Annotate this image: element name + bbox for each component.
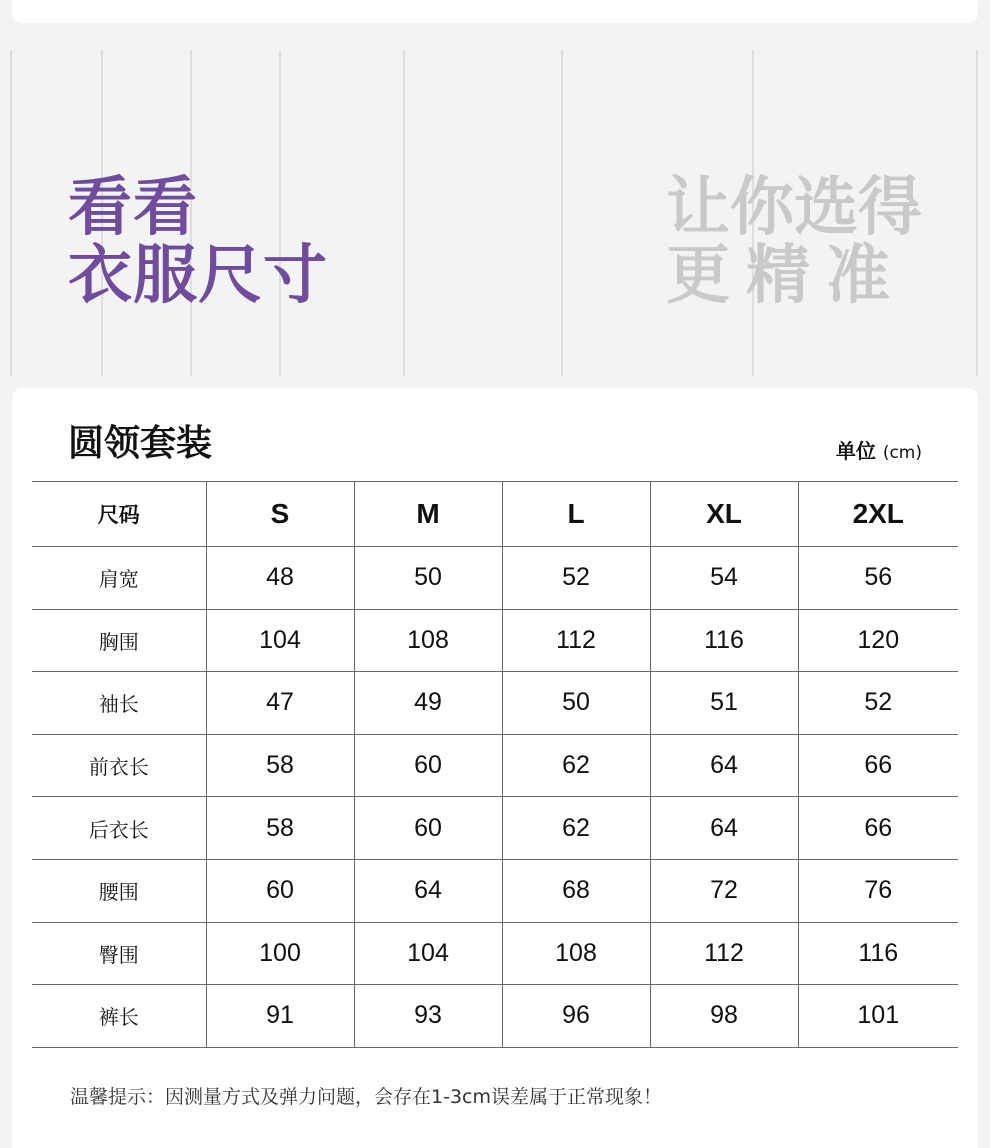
table-cell: 58: [206, 797, 354, 860]
table-cell: 56: [798, 547, 958, 610]
banner-right-line1: 让你选得: [666, 171, 922, 245]
banner-right-line2: 更精准: [666, 239, 906, 313]
table-row: [32, 672, 958, 735]
table-row: [32, 734, 958, 797]
row-label: 裤长: [32, 985, 206, 1048]
table-cell: 116: [798, 922, 958, 985]
banner-left-line2: 衣服尺寸: [68, 239, 328, 313]
table-cell: 112: [502, 609, 650, 672]
table-cell: 96: [502, 985, 650, 1048]
banner-divider: [10, 50, 12, 376]
table-cell: 64: [650, 797, 798, 860]
table-row: [32, 922, 958, 985]
header-cell-size: 尺码: [32, 482, 206, 547]
table-row: [32, 547, 958, 610]
table-cell: 68: [502, 859, 650, 922]
table-row: [32, 797, 958, 860]
table-cell: 48: [206, 547, 354, 610]
table-row: [32, 609, 958, 672]
table-cell: 52: [798, 672, 958, 735]
table-row: [32, 859, 958, 922]
table-cell: 104: [206, 609, 354, 672]
row-label: 前衣长: [32, 734, 206, 797]
table-cell: 72: [650, 859, 798, 922]
table-title: 圆领套装: [68, 423, 213, 464]
row-label: 胸围: [32, 609, 206, 672]
row-label: 腰围: [32, 859, 206, 922]
table-row: [32, 985, 958, 1048]
banner-divider: [403, 50, 405, 376]
header-cell-l: L: [502, 482, 650, 547]
table-cell: 76: [798, 859, 958, 922]
table-cell: 64: [650, 734, 798, 797]
row-label: 臀围: [32, 922, 206, 985]
size-banner: [0, 50, 990, 376]
table-header-row: [32, 482, 958, 547]
unit-value: (cm): [882, 443, 922, 463]
table-cell: 52: [502, 547, 650, 610]
table-cell: 112: [650, 922, 798, 985]
table-cell: 58: [206, 734, 354, 797]
table-cell: 100: [206, 922, 354, 985]
table-cell: 91: [206, 985, 354, 1048]
table-cell: 60: [206, 859, 354, 922]
header-cell-m: M: [354, 482, 502, 547]
table-cell: 93: [354, 985, 502, 1048]
row-label: 肩宽: [32, 547, 206, 610]
unit-label: [836, 438, 922, 466]
table-cell: 116: [650, 609, 798, 672]
header-cell-s: S: [206, 482, 354, 547]
banner-left-line1: 看看: [68, 171, 198, 245]
table-cell: 54: [650, 547, 798, 610]
banner-divider: [976, 50, 978, 376]
top-card: [12, 0, 978, 23]
table-cell: 64: [354, 859, 502, 922]
size-table: [32, 481, 958, 1048]
header-cell-2xl: 2XL: [798, 482, 958, 547]
table-cell: 120: [798, 609, 958, 672]
table-cell: 51: [650, 672, 798, 735]
table-cell: 98: [650, 985, 798, 1048]
table-cell: 62: [502, 797, 650, 860]
banner-divider: [561, 50, 563, 376]
header-cell-xl: XL: [650, 482, 798, 547]
table-cell: 60: [354, 734, 502, 797]
table-cell: 104: [354, 922, 502, 985]
table-cell: 108: [354, 609, 502, 672]
measurement-tip: 温馨提示：因测量方式及弹力问题，会存在1-3cm误差属于正常现象！: [70, 1086, 662, 1108]
table-cell: 62: [502, 734, 650, 797]
unit-text: 单位: [835, 439, 876, 463]
banner-heading-right: [666, 171, 922, 313]
table-cell: 47: [206, 672, 354, 735]
row-label: 袖长: [32, 672, 206, 735]
row-label: 后衣长: [32, 797, 206, 860]
table-cell: 50: [502, 672, 650, 735]
table-cell: 60: [354, 797, 502, 860]
size-chart-card: [12, 388, 978, 1148]
table-cell: 50: [354, 547, 502, 610]
table-cell: 108: [502, 922, 650, 985]
table-cell: 66: [798, 734, 958, 797]
table-cell: 49: [354, 672, 502, 735]
banner-heading-left: [68, 171, 328, 313]
table-cell: 66: [798, 797, 958, 860]
table-cell: 101: [798, 985, 958, 1048]
